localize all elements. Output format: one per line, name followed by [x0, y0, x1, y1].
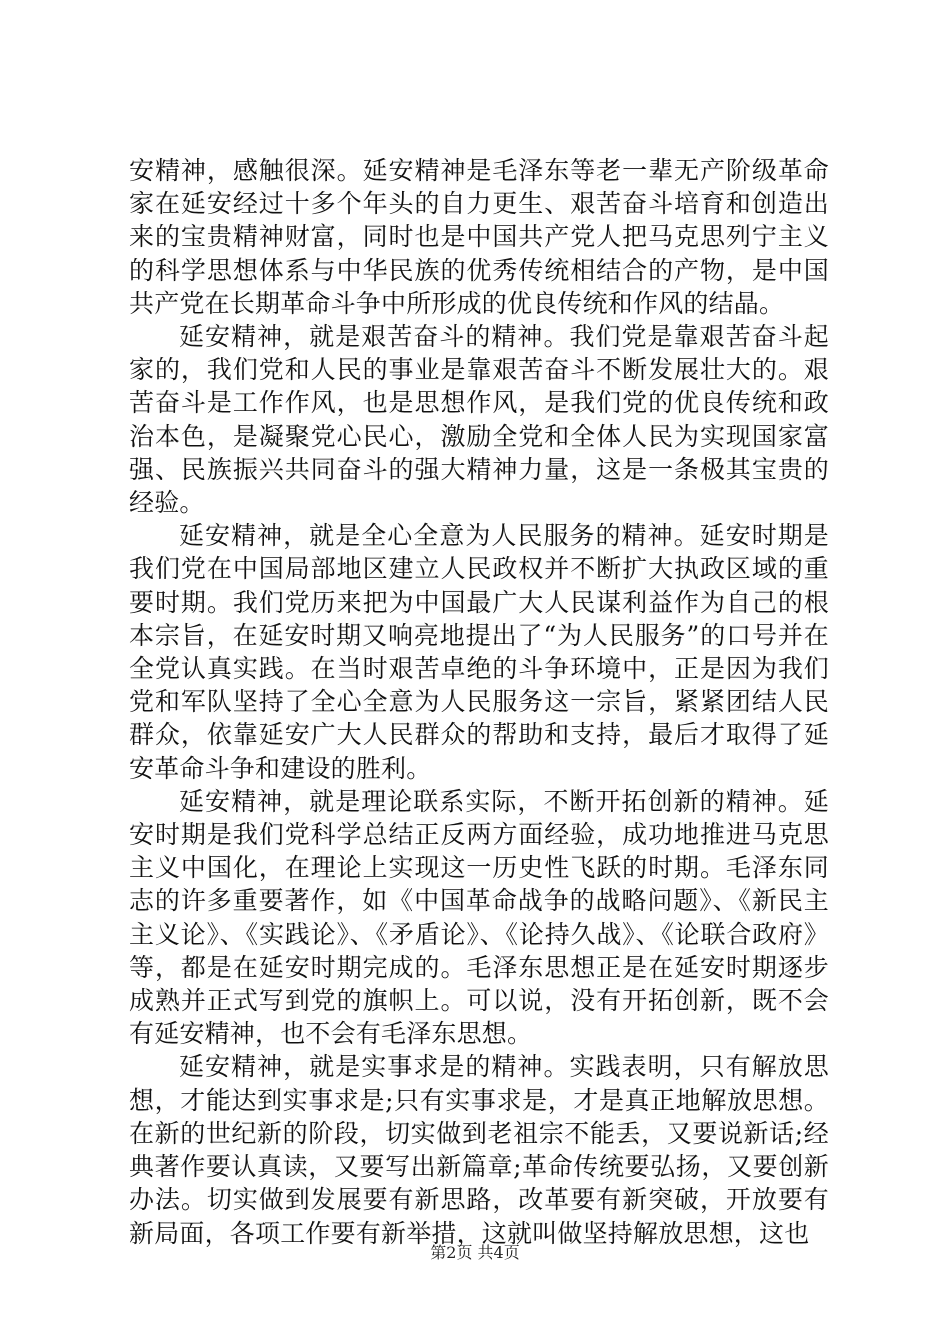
body-text	[129, 154, 829, 1250]
paragraph-seek-truth: 延安精神，就是实事求是的精神。实践表明，只有解放思想，才能达到实事求是;只有实事求是，才是真正地解放思想。在新的世纪新的阶段，切实做到老祖宗不能丢，又要说新话;经典著作要认真读，又要写出新篇章;革命传统要弘扬，又要创新办法。切实做到发展要有新思路，改革要有新突破，开放要有新局面，各项工作要有新举措，这就叫做坚持解放思想，这也	[129, 1052, 829, 1248]
paragraph-continuation: 安精神，感触很深。延安精神是毛泽东等老一辈无产阶级革命家在延安经过十多个年头的自力更生、艰苦奋斗培育和创造出来的宝贵精神财富，同时也是中国共产党人把马克思列宁主义的科学思想体系与中华民族的优秀传统相结合的产物，是中国共产党在长期革命斗争中所形成的优良传统和作风的结晶。	[129, 156, 829, 318]
paragraph-hard-struggle: 延安精神，就是艰苦奋斗的精神。我们党是靠艰苦奋斗起家的，我们党和人民的事业是靠艰苦奋斗不断发展壮大的。艰苦奋斗是工作作风，也是思想作风，是我们党的优良传统和政治本色，是凝聚党心民心，激励全党和全体人民为实现国家富强、民族振兴共同奋斗的强大精神力量，这是一条极其宝贵的经验。	[129, 322, 829, 518]
paragraph-theory-practice: 延安精神，就是理论联系实际，不断开拓创新的精神。延安时期是我们党科学总结正反两方面经验，成功地推进马克思主义中国化，在理论上实现这一历史性飞跃的时期。毛泽东同志的许多重要著作，如《中国革命战争的战略问题》、《新民主主义论》、《实践论》、《矛盾论》、《论持久战》、《论联合政府》等，都是在延安时期完成的。毛泽东思想正是在延安时期逐步成熟并正式写到党的旗帜上。可以说，没有开拓创新，既不会有延安精神，也不会有毛泽东思想。	[129, 786, 829, 1049]
paragraph-serve-people: 延安精神，就是全心全意为人民服务的精神。延安时期是我们党在中国局部地区建立人民政权并不断扩大执政区域的重要时期。我们党历来把为中国最广大人民谋利益作为自己的根本宗旨，在延安时期又响亮地提出了“为人民服务”的口号并在全党认真实践。在当时艰苦卓绝的斗争环境中，正是因为我们党和军队坚持了全心全意为人民服务这一宗旨，紧紧团结人民群众，依靠延安广大人民群众的帮助和支持，最后才取得了延安革命斗争和建设的胜利。	[129, 521, 829, 783]
page-footer: 第2页 共4页	[430, 1243, 520, 1262]
